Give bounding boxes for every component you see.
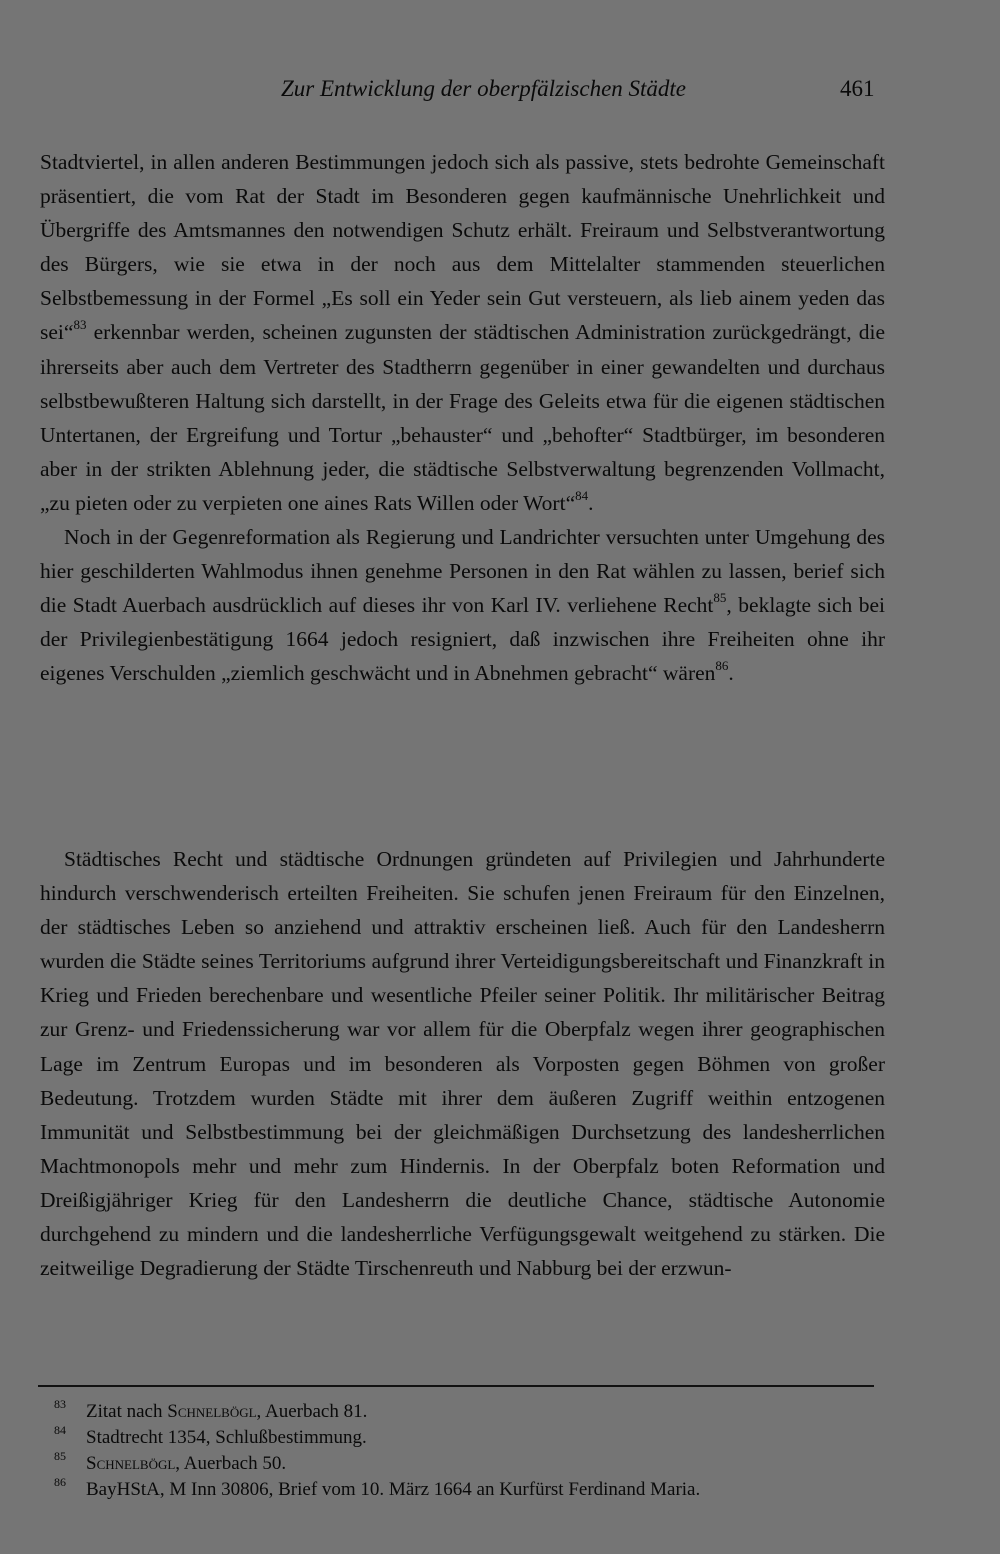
footnote-ref: 84 — [575, 487, 589, 503]
text-block-continuation — [40, 145, 885, 691]
footnote — [52, 1399, 932, 1425]
paragraph-text: . — [588, 490, 594, 515]
footnote-text: Stadtrecht 1354, Schlußbestimmung. — [86, 1427, 367, 1448]
footnote-text: , Auerbach 50. — [175, 1453, 287, 1474]
footnotes — [52, 1399, 932, 1503]
paragraph — [40, 520, 885, 690]
page-header — [0, 72, 1000, 108]
footnote-text: BayHStA, M Inn 30806, Brief vom 10. März 1664 an Kurfürst Ferdinand Maria. — [86, 1479, 701, 1500]
footnote — [52, 1477, 932, 1503]
footnote-author: Schnelbögl — [86, 1453, 176, 1474]
footnote-text: Zitat nach — [86, 1401, 168, 1422]
paragraph-text: , beklagte sich bei der Privilegienbestätigung 1664 jedoch resigniert, daß inzwischen ihre Freiheiten ohne ihr eigenes Verschulden „ziemlich geschwächt und in Abnehmen gebracht“ wären — [40, 593, 885, 686]
footnote-number: 86 — [54, 1475, 66, 1489]
paragraph-text: erkennbar werden, scheinen zugunsten der städtischen Administration zurückgedrängt, die ihrerseits aber auch dem Vertreter des Stadtherrn gegenüber in einer gewandelten und durchaus selbstbewußteren Haltung sich darstellt, in der Frage des Geleits etwa für die eigenen städtischen Untertanen, der Ergreifung und Tortur „behauster“ und „behofter“ Stadtbürger, im besonderen aber in der strikten Ablehnung jeder, die städtische Selbstverwaltung begrenzenden Vollmacht, „zu pieten oder zu verpieten one aines Rats Willen oder Wort“ — [40, 320, 885, 515]
footnote — [52, 1451, 932, 1477]
paragraph-text: . — [728, 661, 734, 686]
footnote-ref: 83 — [73, 317, 87, 333]
footnote — [52, 1425, 932, 1451]
running-title: Zur Entwicklung der oberpfälzischen Städte — [281, 76, 687, 101]
footnote-text: , Auerbach 81. — [256, 1401, 368, 1422]
footnote-author: Schnelbögl — [167, 1401, 257, 1422]
paragraph-text: Stadtviertel, in allen anderen Bestimmungen jedoch sich als passive, stets bedrohte Gemeinschaft präsentiert, die vom Rat der Stadt im Besonderen gegen kaufmännische Unehrlichkeit und Übergriffe des Amtsmannes den notwendigen Schutz erhält. Freiraum und Selbstverantwortung des Bürgers, wie sie etwa in der noch aus dem Mittelalter stammenden steuerlichen Selbstbemessung in der Formel „Es soll ein Yeder sein Gut versteuern, als lieb ainem yeden das sei“ — [40, 150, 885, 345]
footnote-number: 85 — [54, 1449, 66, 1463]
footnote-ref: 85 — [713, 590, 727, 606]
footnote-divider — [38, 1385, 874, 1387]
footnote-number: 83 — [54, 1397, 66, 1411]
footnote-number: 84 — [54, 1423, 66, 1437]
text-block-section — [40, 842, 885, 1285]
paragraph — [40, 145, 885, 520]
page-number: 461 — [840, 76, 875, 101]
footnote-ref: 86 — [715, 658, 729, 674]
paragraph-text: Noch in der Gegenreformation als Regierung und Landrichter versuchten unter Umgehung des hier geschilderten Wahlmodus ihnen genehme Personen in den Rat wählen zu lassen, berief sich die Stadt Auerbach ausdrücklich auf dieses ihr von Karl IV. verliehene Recht — [40, 525, 885, 618]
paragraph: Städtisches Recht und städtische Ordnungen gründeten auf Privilegien und Jahrhunderte hindurch verschwenderisch erteilten Freiheiten. Sie schufen jenen Freiraum für den Einzelnen, der städtisches Leben so anziehend und attraktiv erscheinen ließ. Auch für den Landesherrn wurden die Städte seines Territoriums aufgrund ihrer Verteidigungsbereitschaft und Finanzkraft in Krieg und Frieden berechenbare und wesentliche Pfeiler seiner Politik. Ihr militärischer Beitrag zur Grenz- und Friedenssicherung war vor allem für die Oberpfalz wegen ihrer geographischen Lage im Zentrum Europas und im besonderen als Vorposten gegen Böhmen von großer Bedeutung. Trotzdem wurden Städte mit ihrer dem äußeren Zugriff weithin entzogenen Immunität und Selbstbestimmung bei der gleichmäßigen Durchsetzung des landesherrlichen Machtmonopols mehr und mehr zum Hindernis. In der Oberpfalz boten Reformation und Dreißigjähriger Krieg für den Landesherrn die deutliche Chance, städtische Autonomie durchgehend zu mindern und die landesherrliche Verfügungsgewalt weitgehend zu stärken. Die zeitweilige Degradierung der Städte Tirschenreuth und Nabburg bei der erzwun- — [40, 847, 885, 1281]
